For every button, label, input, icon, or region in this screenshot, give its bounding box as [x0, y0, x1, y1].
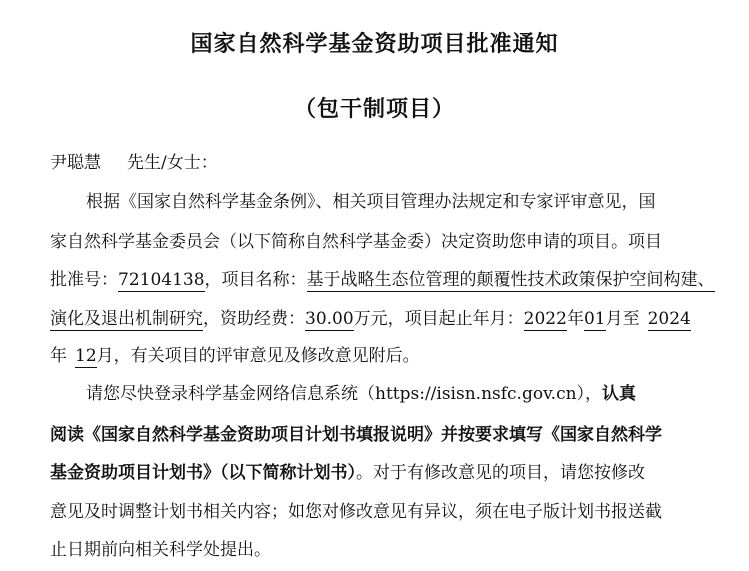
document-subtitle: （包干制项目）: [293, 97, 455, 122]
end-year-char: 年: [50, 346, 67, 366]
funding-label: ，资助经费：: [203, 309, 305, 329]
p2-line-1-bold: 认真: [602, 384, 637, 404]
period-label: 万元，项目起止年月：: [353, 309, 524, 329]
recipient-name: 尹聪慧: [50, 153, 101, 173]
p2-line-1: [86, 383, 636, 405]
p2-line-3-bold: 基金资助项目计划书》（以下简称计划书）: [50, 463, 356, 483]
start-year: 2022: [523, 309, 567, 329]
project-name-part-2: 演化及退出机制研究: [50, 309, 203, 329]
project-name-label: ，项目名称：: [204, 270, 307, 290]
p1-line-5: [50, 345, 420, 367]
approval-label: 批准号：: [50, 270, 118, 290]
p1-line-1: 根据《国家自然科学基金条例》、相关项目管理办法规定和专家评审意见，国: [86, 192, 656, 212]
start-month: 01: [583, 309, 606, 329]
p2-line-3: [50, 462, 645, 484]
p1-line-3: [50, 269, 715, 291]
end-month: 12: [75, 346, 97, 366]
p1-line-5-rest: 月，有关项目的评审意见及修改意见附后。: [96, 346, 420, 366]
p2-line-4: 意见及时调整计划书相关内容；如您对修改意见有异议，须在电子版计划书报送截: [50, 502, 662, 522]
approval-number: 72104138: [118, 270, 205, 290]
funding-amount: 30.00: [305, 309, 354, 329]
document-title: 国家自然科学基金资助项目批准通知: [190, 32, 559, 57]
p2-line-5: 止日期前向相关科学处提出。: [50, 540, 271, 560]
p1-line-4: [50, 308, 691, 330]
p1-line-2: 家自然科学基金委员会（以下简称自然科学基金委）决定资助您申请的项目。项目: [50, 232, 662, 252]
salutation-suffix: 先生/女士：: [127, 153, 218, 173]
p2-line-3-text: 。对于有修改意见的项目，请您按修改: [356, 463, 645, 483]
salutation: [50, 152, 218, 174]
p2-line-2: 阅读《国家自然科学基金资助项目计划书填报说明》并按要求填写《国家自然科学: [50, 425, 662, 445]
year-char: 年: [566, 309, 584, 329]
project-name-part-1: 基于战略生态位管理的颠覆性技术政策保护空间构建、: [306, 270, 715, 290]
p2-line-1-text: 请您尽快登录科学基金网络信息系统（https://isisn.nsfc.gov.cn），: [86, 384, 603, 404]
end-year: 2024: [647, 309, 691, 329]
month-to: 月至: [605, 309, 640, 329]
